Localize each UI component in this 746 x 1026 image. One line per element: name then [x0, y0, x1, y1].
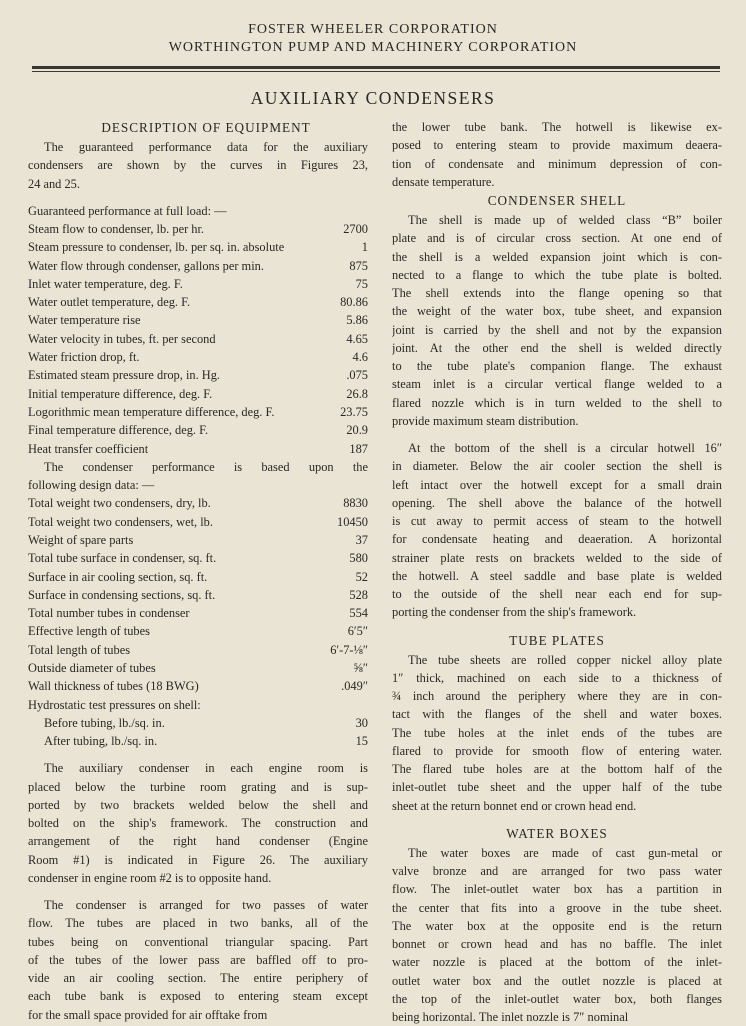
header-rule-thin [32, 71, 720, 72]
spec-row [28, 568, 368, 586]
text-line: valve bronze and are arranged for two pass water [392, 864, 722, 878]
text-line: ¾ inch around the periphery where they are in con- [392, 689, 722, 703]
text-line: the weight of the water box, tube sheet, and expansion [392, 304, 722, 319]
text-line: Room #1) is indicated in Figure 26. The auxiliary [28, 852, 368, 867]
text-line: inlet-outlet tube sheet and the upper half of the tube [392, 780, 722, 795]
text-line: flared nozzle which is in turn welded to the shell to [392, 395, 722, 410]
text-line: provide maximum steam distribution. [392, 413, 579, 428]
spec-label: Outside diameter of tubes [28, 661, 156, 676]
text-line: The flared tube holes are at the bottom half of the [392, 762, 722, 776]
spec-value: 580 [349, 551, 368, 566]
spec-row [28, 622, 368, 640]
spec-row [28, 659, 368, 677]
left-column [28, 118, 368, 1024]
text-line: condenser in engine room #2 is to opposite hand. [28, 870, 272, 885]
spec-value: 26.8 [346, 386, 368, 401]
spec-row [28, 549, 368, 567]
text-line: The shell is made up of welded class “B” boiler [408, 213, 722, 227]
spacer [392, 622, 722, 631]
spec-value: 187 [349, 441, 368, 456]
company-name-1: FOSTER WHEELER CORPORATION [248, 22, 498, 37]
right-column [392, 118, 722, 1026]
spec-value: 875 [349, 258, 368, 273]
text-line: the lower tube bank. The hotwell is likewise ex- [392, 120, 722, 134]
spec-row [28, 440, 368, 458]
text-line: tact with the flanges of the shell and water boxes. [392, 707, 722, 722]
spec-row [28, 586, 368, 604]
spec-row [28, 714, 368, 732]
spec-value: 37 [355, 532, 368, 547]
spec-label: After tubing, lb./sq. in. [44, 734, 158, 749]
spec-row [28, 531, 368, 549]
spacer [28, 887, 368, 896]
text-line: of the tubes of the lower pass are baffled off to pro- [28, 952, 368, 967]
spec-value: .075 [346, 368, 368, 383]
text-line: The tube holes at the inlet ends of the tubes are [392, 725, 722, 740]
spec-value: 8830 [343, 496, 368, 511]
spec-value: 5.86 [346, 313, 368, 328]
spec-label: Estimated steam pressure drop, in. Hg. [28, 368, 221, 383]
text-line: Guaranteed performance at full load: — [28, 203, 227, 218]
text-line: condensers are shown by the curves in Figures 23, [28, 158, 368, 173]
text-line: flared to provide for smooth flow of entering water. [392, 743, 722, 758]
text-line: opening. The shell above the balance of the hotwell [392, 495, 722, 510]
section-heading: WATER BOXES [506, 825, 608, 841]
text-line: posed to entering steam to provide maximum deaera- [392, 138, 722, 153]
spec-value: 10450 [337, 514, 368, 529]
text-line: The condenser performance is based upon the [44, 459, 368, 474]
section-heading: TUBE PLATES [509, 632, 605, 648]
spec-label: Total weight two condensers, wet, lb. [28, 514, 213, 529]
spec-label: Steam pressure to condenser, lb. per sq. in. absolute [28, 240, 285, 255]
text-line: the top of the inlet-outlet water box, both flanges [392, 991, 722, 1006]
spec-row [28, 604, 368, 622]
text-line: plate and is of circular cross section. At one end of [392, 231, 722, 246]
text-line: Hydrostatic test pressures on shell: [28, 697, 201, 712]
section-heading: DESCRIPTION OF EQUIPMENT [101, 120, 311, 135]
page-title: AUXILIARY CONDENSERS [250, 88, 496, 108]
spec-value: 15 [355, 734, 368, 749]
spec-value: 80.86 [340, 295, 368, 310]
spec-value: 1 [361, 240, 368, 255]
text-line: to the tube plate's companion flange. The exhaust [392, 359, 722, 373]
spec-label: Effective length of tubes [28, 624, 150, 639]
text-line: tubes being on conventional triangular spacing. Part [28, 934, 368, 949]
spec-row [28, 677, 368, 695]
text-line: nected to a flange to which the tube plate is bolted. [392, 267, 722, 282]
spec-row [28, 293, 368, 311]
text-line: is cut away to permit access of steam to the hotwell [392, 514, 722, 528]
text-line: bonnet or crown head and has no baffle. The inlet [392, 937, 722, 951]
text-line: flow. The tubes are placed in two banks, all of the [28, 916, 368, 931]
text-line: strainer plate rests on brackets welded to the side of [392, 550, 722, 565]
spacer [28, 750, 368, 759]
spec-value: 75 [355, 276, 368, 291]
spec-label: Surface in condensing sections, sq. ft. [28, 587, 216, 602]
spec-row [28, 275, 368, 293]
text-line: vide an air cooling section. The entire periphery of [28, 971, 368, 986]
text-line: The condenser is arranged for two passes of water [44, 898, 368, 913]
text-line: arrangement of the right hand condenser (Engine [28, 834, 368, 849]
spec-row [28, 641, 368, 659]
spec-label: Water outlet temperature, deg. F. [28, 295, 191, 310]
spec-label: Heat transfer coefficient [28, 441, 149, 456]
text-line: 1″ thick, machined on each side to a thickness of [392, 670, 722, 685]
text-line: placed below the turbine room grating and is sup- [28, 779, 368, 794]
spec-row [28, 220, 368, 238]
text-line: sheet at the return bonnet end or crown head end. [392, 798, 637, 813]
spec-row [28, 311, 368, 329]
section-heading: CONDENSER SHELL [487, 193, 627, 208]
company-name-2: WORTHINGTON PUMP AND MACHINERY CORPORATION [168, 40, 578, 55]
spec-value: 23.75 [340, 404, 368, 419]
spec-label: Water temperature rise [28, 313, 141, 328]
spec-row [28, 257, 368, 275]
text-line: densate temperature. [392, 174, 495, 189]
spec-value: 528 [349, 587, 368, 602]
text-line: The water box at the opposite end is the return [392, 918, 722, 933]
spec-label: Total weight two condensers, dry, lb. [28, 496, 211, 511]
spec-value: ⅝″ [353, 661, 368, 676]
spec-row [28, 403, 368, 421]
text-line: the center that fits into a groove in the tube sheet. [392, 900, 722, 915]
spec-row [28, 366, 368, 384]
text-line: tion of condensate and minimum depression of con- [392, 156, 722, 171]
spec-label: Wall thickness of tubes (18 BWG) [28, 679, 199, 694]
text-line: ported by two brackets welded below the shell and [28, 797, 368, 812]
spec-label: Total number tubes in condenser [28, 606, 190, 621]
spec-row [28, 385, 368, 403]
spec-label: Steam flow to condenser, lb. per hr. [28, 222, 205, 236]
spec-value: 554 [349, 606, 368, 621]
spec-label: Surface in air cooling section, sq. ft. [28, 569, 208, 584]
text-line: left intact over the hotwell except for a small drain [392, 477, 722, 492]
spec-label: Total length of tubes [28, 642, 131, 657]
text-line: The water boxes are made of cast gun-metal or [408, 845, 722, 860]
spec-row [28, 348, 368, 366]
spacer [392, 430, 722, 439]
spec-row [28, 732, 368, 750]
text-line: the shell is a welded expansion joint which is con- [392, 249, 722, 264]
text-line: The auxiliary condenser in each engine room is [44, 761, 368, 776]
spec-label: Total tube surface in condenser, sq. ft. [28, 551, 217, 566]
spec-value: 4.6 [352, 350, 368, 365]
header-rule-thick [32, 66, 720, 69]
spec-label: Water friction drop, ft. [28, 350, 140, 365]
text-line: joint is carried by the shell and not by the expansion [392, 322, 722, 337]
text-line: to the outside of the shell near each end for sup- [392, 587, 722, 601]
spec-label: Water velocity in tubes, ft. per second [28, 331, 216, 346]
text-line: for the small space provided for air offtake from [28, 1007, 268, 1022]
spec-row [28, 330, 368, 348]
spacer [28, 193, 368, 202]
spec-label: Before tubing, lb./sq. in. [44, 715, 165, 730]
spec-label: Logorithmic mean temperature difference, deg. F. [28, 404, 275, 419]
text-line: The guaranteed performance data for the auxiliary [44, 140, 368, 154]
text-line: The shell extends into the flange opening so that [392, 286, 722, 300]
spec-value: 2700 [343, 222, 368, 236]
spec-value: 20.9 [346, 423, 368, 438]
spec-value: .049″ [341, 679, 368, 694]
spec-row [28, 421, 368, 439]
spec-row [28, 513, 368, 531]
spec-label: Initial temperature difference, deg. F. [28, 386, 213, 401]
text-line: bolted on the ship's framework. The construction and [28, 816, 368, 831]
spec-value: 6′5″ [347, 624, 368, 639]
text-line: At the bottom of the shell is a circular hotwell 16″ [408, 441, 722, 455]
text-line: outlet water box and the outlet nozzle is placed at [392, 973, 722, 988]
text-line: in diameter. Below the air cooler section the shell is [392, 459, 722, 474]
spec-value: 4.65 [346, 331, 368, 346]
spec-row [28, 494, 368, 512]
text-line: water nozzle is placed at the bottom of the inlet- [392, 955, 722, 970]
text-line: each tube bank is exposed to entering steam except [28, 989, 368, 1004]
text-line: 24 and 25. [28, 176, 80, 191]
text-line: the hotwell. A steel saddle and base plate is welded [392, 568, 722, 583]
spec-value: 6′-7-⅛″ [330, 642, 368, 657]
spec-label: Final temperature difference, deg. F. [28, 423, 209, 438]
text-line: porting the condenser from the ship's framework. [392, 605, 637, 620]
spec-value: 52 [355, 569, 368, 584]
text-line: for condensate heating and deaeration. A horizontal [392, 532, 722, 547]
spec-value: 30 [355, 715, 368, 730]
spec-row [28, 238, 368, 256]
text-line: joint. At the other end the shell is welded directly [392, 340, 722, 355]
spec-label: Inlet water temperature, deg. F. [28, 276, 183, 291]
text-line: The tube sheets are rolled copper nickel alloy plate [408, 652, 722, 667]
spec-label: Weight of spare parts [28, 532, 134, 547]
spacer [392, 815, 722, 824]
spec-label: Water flow through condenser, gallons per min. [28, 258, 264, 273]
text-line: being horizontal. The inlet nozzle is 7″ nominal [392, 1010, 629, 1024]
text-line: following design data: — [28, 478, 155, 493]
text-line: flow. The inlet-outlet water box has a partition in [392, 882, 722, 897]
text-line: steam inlet is a circular vertical flange welded to a [392, 377, 722, 392]
